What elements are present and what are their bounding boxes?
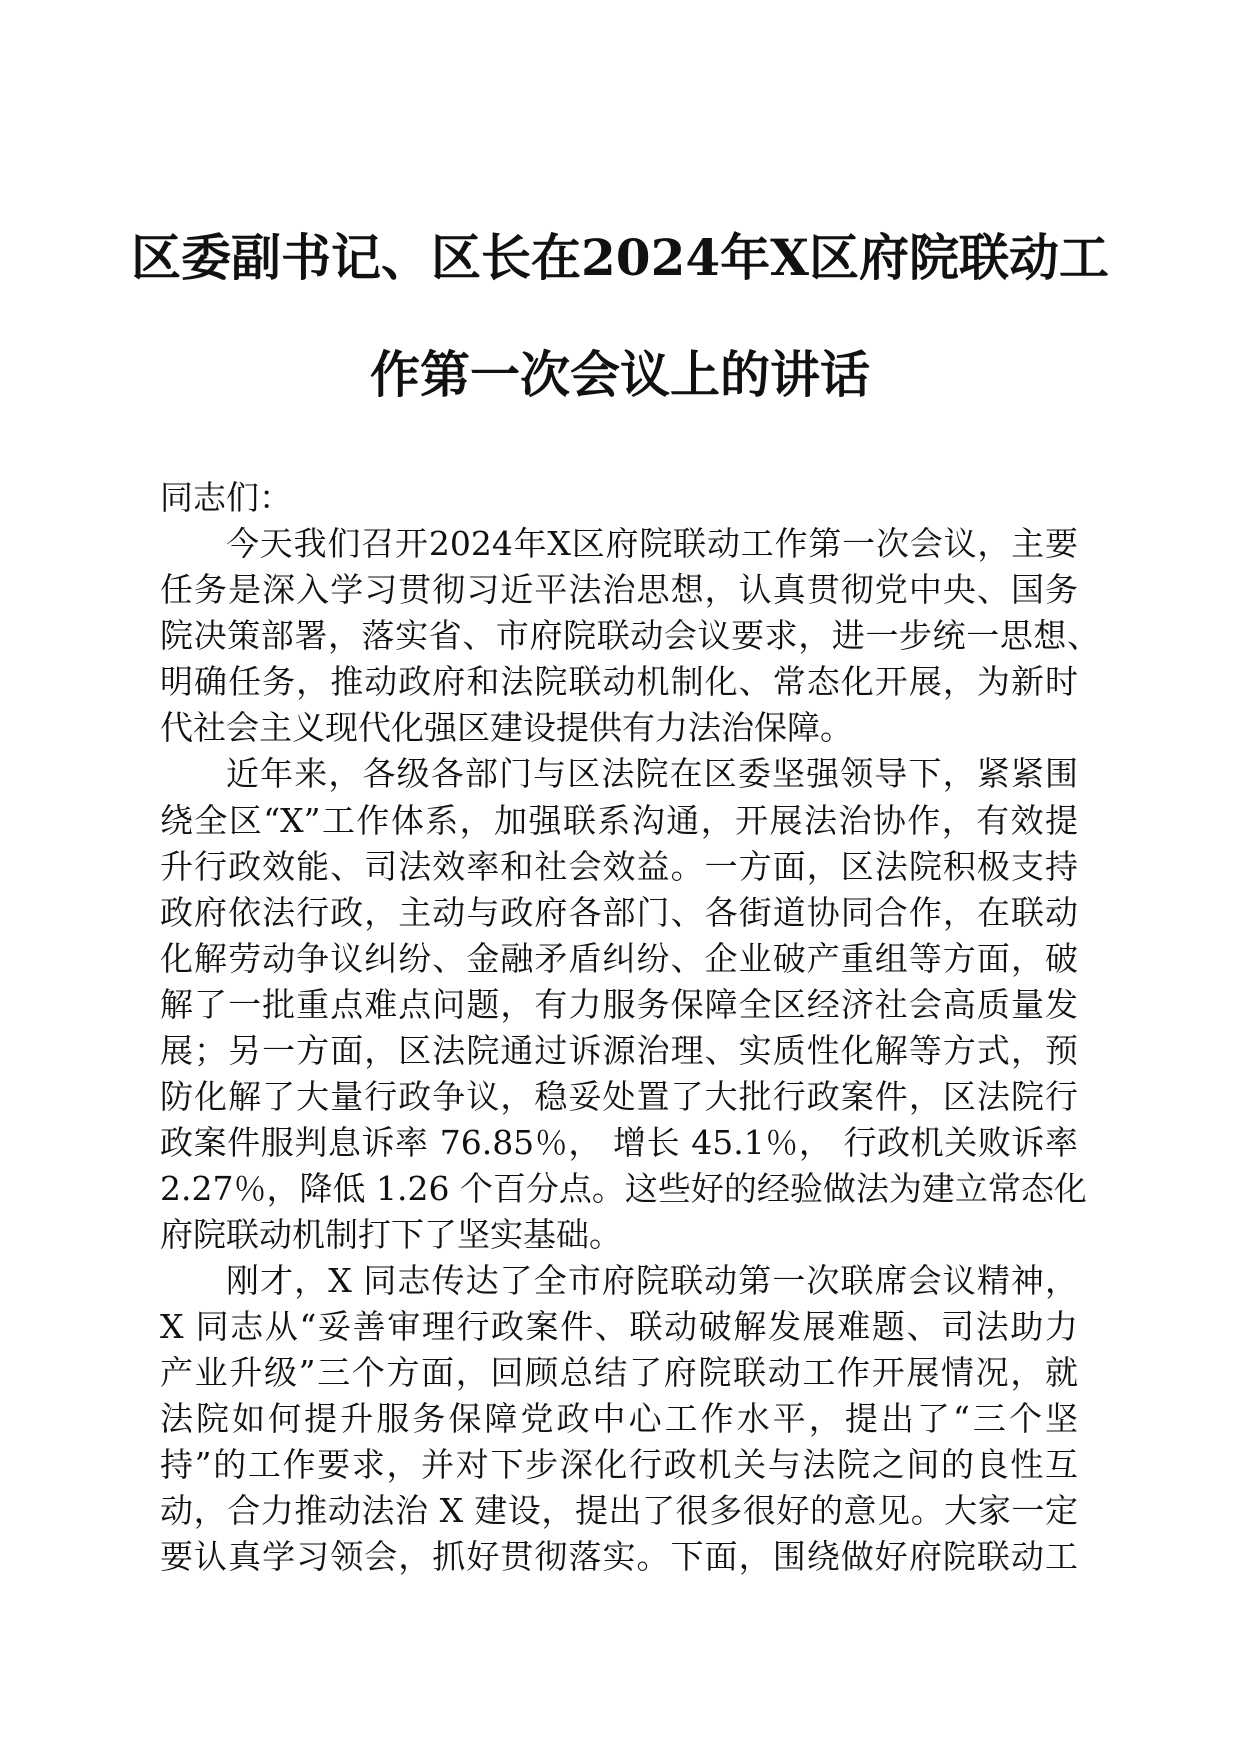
document-title-line-2: 作第一次会议上的讲话 (370, 345, 870, 404)
paragraph-3-line-4: 法院如何提升服务保障党政中心工作水平，提出了“三个坚 (160, 1399, 1078, 1438)
paragraph-2-line-8: 防化解了大量行政争议，稳妥处置了大批行政案件，区法院行 (160, 1077, 1078, 1116)
paragraph-3-line-7: 要认真学习领会，抓好贯彻落实。下面，围绕做好府院联动工 (160, 1537, 1078, 1576)
paragraph-3-line-6: 动，合力推动法治 X 建设，提出了很多很好的意见。大家一定 (160, 1491, 1078, 1530)
paragraph-1-line-3: 院决策部署，落实省、市府院联动会议要求，进一步统一思想、 (160, 616, 1100, 655)
paragraph-2-line-5: 化解劳动争议纠纷、金融矛盾纠纷、企业破产重组等方面，破 (160, 939, 1078, 978)
paragraph-3-line-3: 产业升级”三个方面，回顾总结了府院联动工作开展情况，就 (160, 1353, 1078, 1392)
paragraph-2-line-1: 近年来，各级各部门与区法院在区委坚强领导下，紧紧围 (226, 754, 1078, 793)
paragraph-3-line-1: 刚才，X 同志传达了全市府院联动第一次联席会议精神， (226, 1261, 1078, 1300)
paragraph-3-line-2: X 同志从“妥善审理行政案件、联动破解发展难题、司法助力 (160, 1307, 1078, 1346)
paragraph-1-line-4: 明确任务，推动政府和法院联动机制化、常态化开展，为新时 (160, 662, 1078, 701)
document-title-line-1: 区委副书记、区长在2024年X区府院联动工 (131, 228, 1109, 287)
paragraph-1-line-5: 代社会主义现代化强区建设提供有力法治保障。 (160, 708, 853, 747)
paragraph-2-line-11: 府院联动机制打下了坚实基础。 (160, 1215, 622, 1254)
paragraph-2-line-2: 绕全区“X”工作体系，加强联系沟通，开展法治协作，有效提 (160, 801, 1078, 840)
paragraph-2-line-10: 2.27％，降低 1.26 个百分点。这些好的经验做法为建立常态化 (160, 1169, 1087, 1208)
paragraph-2-line-4: 政府依法行政，主动与政府各部门、各街道协同合作，在联动 (160, 893, 1078, 932)
paragraph-1-line-1: 今天我们召开2024年X区府院联动工作第一次会议，主要 (226, 524, 1078, 563)
paragraph-1-line-2: 任务是深入学习贯彻习近平法治思想，认真贯彻党中央、国务 (160, 570, 1078, 609)
paragraph-2-line-7: 展；另一方面，区法院通过诉源治理、实质性化解等方式，预 (160, 1031, 1078, 1070)
paragraph-2-line-6: 解了一批重点难点问题，有力服务保障全区经济社会高质量发 (160, 985, 1078, 1024)
paragraph-3-line-5: 持”的工作要求，并对下步深化行政机关与法院之间的良性互 (160, 1445, 1078, 1484)
paragraph-2-line-9: 政案件服判息诉率 76.85％， 增长 45.1％， 行政机关败诉率 (160, 1123, 1078, 1162)
paragraph-2-line-3: 升行政效能、司法效率和社会效益。一方面，区法院积极支持 (160, 847, 1078, 886)
salutation: 同志们： (160, 478, 292, 517)
